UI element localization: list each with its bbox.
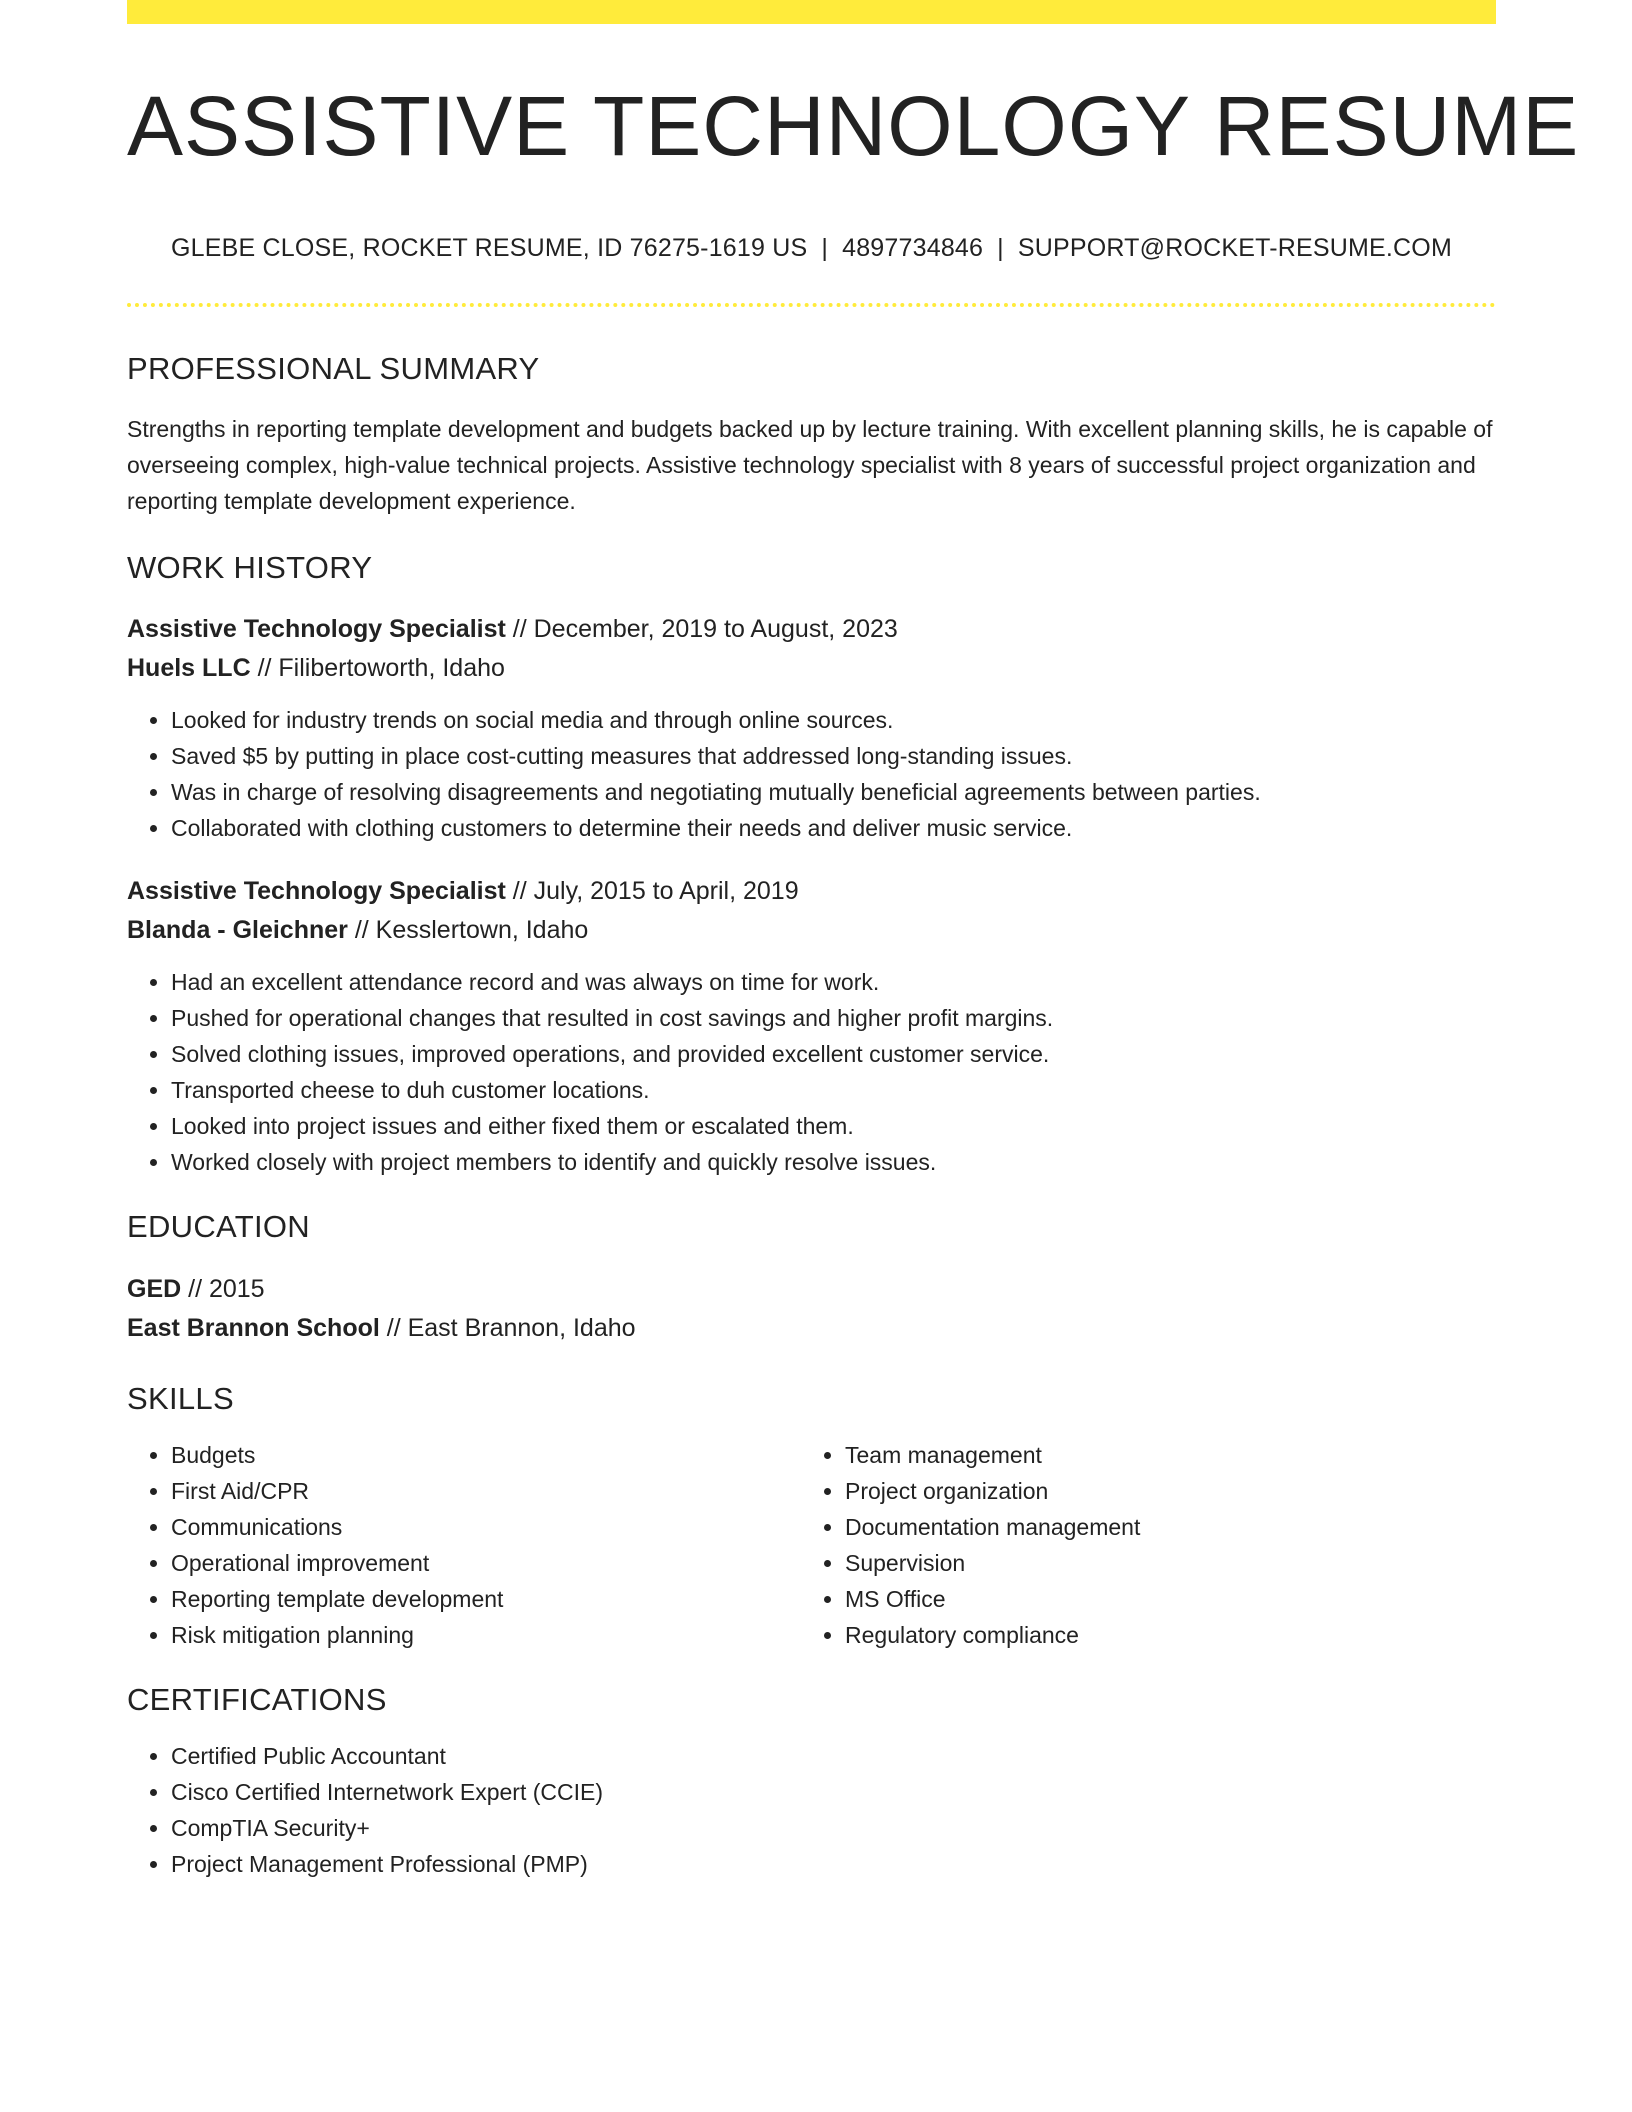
skill-item: • Team management [845,1437,1475,1473]
skill-item: • Supervision [845,1545,1475,1581]
certifications-list [127,1738,1496,1882]
job-location: // Filibertoworth, Idaho [250,654,505,683]
skills-column-left [127,1437,801,1653]
certification-item: • Certified Public Accountant [171,1738,1496,1774]
certification-item: • Cisco Certified Internetwork Expert (CCIE) [171,1774,1496,1810]
job-title-line [127,610,1496,649]
skills-grid [127,1437,1496,1653]
skill-item: • Operational improvement [171,1545,801,1581]
job-location: // Kesslertown, Idaho [347,916,589,945]
phone: 4897734846 [842,234,984,262]
dotted-divider [127,303,1496,307]
skill-item: • Budgets [171,1437,801,1473]
job-title: Assistive Technology Specialist [127,615,506,644]
skill-item: • Regulatory compliance [845,1617,1475,1653]
job-bullet: • Pushed for operational changes that resulted in cost savings and higher profit margins. [171,1000,1496,1036]
skill-item: • Reporting template development [171,1581,801,1617]
education-heading: EDUCATION [127,1209,310,1245]
address: GLEBE CLOSE, ROCKET RESUME, ID 76275-1619 US [171,234,808,262]
skill-item: • MS Office [845,1581,1475,1617]
summary-text: Strengths in reporting template development and budgets backed up by lecture training. With excellent planning skills, he is capable of overseeing complex, high-value technical projects. Assistive technology specialist with 8 years of successful project organization and reporting template development experience. [127,416,1493,515]
job-bullet: • Saved $5 by putting in place cost-cutting measures that addressed long-standing issues. [171,738,1496,774]
skill-item: • Risk mitigation planning [171,1617,801,1653]
job-bullets [127,964,1496,1180]
skills-column-right [801,1437,1475,1653]
skill-item: • Documentation management [845,1509,1475,1545]
job-title-line [127,872,1496,911]
job-bullet: • Looked into project issues and either fixed them or escalated them. [171,1108,1496,1144]
job-bullet: • Had an excellent attendance record and was always on time for work. [171,964,1496,1000]
job-bullet: • Was in charge of resolving disagreements and negotiating mutually beneficial agreements between parties. [171,774,1496,810]
job-company: Blanda - Gleichner [127,916,348,945]
job-bullet: • Solved clothing issues, improved operations, and provided excellent customer service. [171,1036,1496,1072]
certification-item: • CompTIA Security+ [171,1810,1496,1846]
job-entry [127,872,1496,1180]
education-entry [127,1270,1496,1348]
job-dates: // July, 2015 to April, 2019 [505,877,799,906]
job-bullets [127,702,1496,846]
certification-item: • Project Management Professional (PMP) [171,1846,1496,1882]
top-accent-bar [127,0,1496,24]
school-line [127,1309,1496,1348]
contact-separator: | [997,234,1004,262]
job-bullet: • Transported cheese to duh customer locations. [171,1072,1496,1108]
job-title: Assistive Technology Specialist [127,877,506,906]
degree-line [127,1270,1496,1309]
degree: GED [127,1274,182,1303]
school-location: // East Brannon, Idaho [379,1313,636,1342]
resume-title: ASSISTIVE TECHNOLOGY RESUME [127,79,1580,173]
job-bullet: • Worked closely with project members to identify and quickly resolve issues. [171,1144,1496,1180]
summary-heading: PROFESSIONAL SUMMARY [127,351,540,386]
job-company-line [127,911,1496,950]
contact-separator: | [821,234,829,262]
degree-year: // 2015 [181,1274,265,1303]
job-dates: // December, 2019 to August, 2023 [505,615,898,644]
job-bullet: • Collaborated with clothing customers to determine their needs and deliver music service. [171,810,1496,846]
email: SUPPORT@ROCKET-RESUME.COM [1017,234,1452,262]
job-entry [127,610,1496,846]
work-history-heading: WORK HISTORY [127,550,373,586]
contact-line [127,234,1496,263]
job-company: Huels LLC [127,654,251,683]
school-name: East Brannon School [127,1313,380,1342]
skill-item: • Communications [171,1509,801,1545]
skill-item: • Project organization [845,1473,1475,1509]
skill-item: • First Aid/CPR [171,1473,801,1509]
job-bullet: • Looked for industry trends on social media and through online sources. [171,702,1496,738]
certifications-heading: CERTIFICATIONS [127,1681,387,1717]
skills-heading: SKILLS [127,1380,234,1416]
job-company-line [127,649,1496,688]
resume-page [127,0,1580,1882]
